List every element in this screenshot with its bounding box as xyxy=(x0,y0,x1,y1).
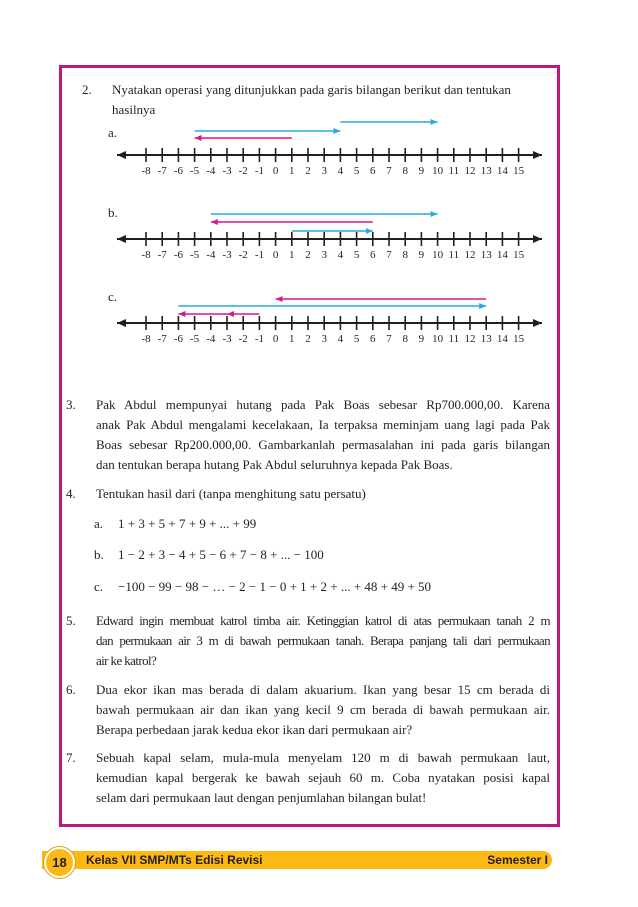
tick-label: 9 xyxy=(418,165,425,177)
tick-label: 2 xyxy=(305,165,311,177)
tick-label: 8 xyxy=(402,333,408,345)
tick-label: -7 xyxy=(157,165,167,177)
number-lines xyxy=(0,0,638,380)
tick-label: 14 xyxy=(496,249,508,261)
tick-label: -8 xyxy=(141,249,151,261)
tick-label: 9 xyxy=(418,249,425,261)
question-number: 3. xyxy=(66,397,76,412)
tick-label: -7 xyxy=(157,249,167,261)
question-4 xyxy=(66,484,550,504)
tick-label: 0 xyxy=(272,165,279,177)
tick-label: 9 xyxy=(418,333,425,345)
question-text: Sebuah kapal selam, mula-mula menyelam 120 m di bawah permukaan laut, kemudian kapal bergerak ke bawah sejauh 60 m. Coba nyatakan posisi kapal selam dari permukaan laut dengan penjumlahan bilangan bulat! xyxy=(96,750,550,805)
tick-label: 10 xyxy=(432,165,444,177)
tick-label: 12 xyxy=(464,249,476,261)
semester-label: Semester I xyxy=(487,853,548,867)
tick-label: 1 xyxy=(289,165,295,177)
question-number: 2. xyxy=(82,82,92,97)
tick-label: -4 xyxy=(206,249,216,261)
tick-label: 8 xyxy=(402,165,408,177)
tick-label: -1 xyxy=(254,249,264,261)
tick-label: 11 xyxy=(448,165,460,177)
tick-label: 6 xyxy=(370,249,376,261)
tick-label: 5 xyxy=(353,333,360,345)
tick-label: 10 xyxy=(432,249,444,261)
tick-label: 13 xyxy=(480,249,492,261)
tick-label: 12 xyxy=(464,165,476,177)
tick-label: 4 xyxy=(337,165,344,177)
part-c-label: c. xyxy=(108,289,118,304)
question-number: 4. xyxy=(66,486,76,501)
question-6 xyxy=(66,680,550,742)
question-7 xyxy=(66,748,550,810)
question-text: Pak Abdul mempunyai hutang pada Pak Boas sebesar Rp700.000,00. Karena anak Pak Abdul mengalami kecelakaan, Ia terpaksa meminjam uang lagi pada Pak Boas sebesar Rp200.000,00. Gambarkanlah permasalahan ini pada garis bilangan dan tentukan berapa hutang Pak Abdul seluruhnya kepada Pak Boas. xyxy=(96,397,550,472)
tick-label: 15 xyxy=(513,249,525,261)
tick-label: 1 xyxy=(289,249,295,261)
tick-label: 7 xyxy=(386,249,392,261)
tick-label: 4 xyxy=(337,333,344,345)
tick-label: 7 xyxy=(386,333,392,345)
book-title: Kelas VII SMP/MTs Edisi Revisi xyxy=(86,853,263,867)
tick-label: -5 xyxy=(190,249,200,261)
question-3 xyxy=(66,395,550,477)
tick-label: 6 xyxy=(370,333,376,345)
tick-label: 5 xyxy=(353,165,360,177)
tick-label: -3 xyxy=(222,333,232,345)
tick-label: -5 xyxy=(190,165,200,177)
tick-label: 11 xyxy=(448,333,460,345)
list-item: a. 1 + 3 + 5 + 7 + 9 + ... + 99 xyxy=(94,516,257,531)
question-text: Edward ingin membuat katrol timba air. Ketinggian katrol di atas permukaan tanah 2 m dan permukaan air 3 m di bawah permukaan tanah. Berapa panjang tali dari permukaan air ke katrol? xyxy=(96,613,550,668)
question-number: 6. xyxy=(66,682,76,697)
list-item: c. −100 − 99 − 98 − … − 2 − 1 − 0 + 1 + 2 + ... + 48 + 49 + 50 xyxy=(94,579,432,594)
tick-label: 14 xyxy=(496,333,508,345)
tick-label: -3 xyxy=(222,165,232,177)
tick-label: 2 xyxy=(305,249,311,261)
tick-label: -8 xyxy=(141,333,151,345)
list-item: b. 1 − 2 + 3 − 4 + 5 − 6 + 7 − 8 + ... − 100 xyxy=(94,547,324,562)
tick-label: 15 xyxy=(513,165,525,177)
tick-label: 13 xyxy=(480,333,492,345)
tick-label: 8 xyxy=(402,249,408,261)
tick-label: 3 xyxy=(321,249,327,261)
question-number: 7. xyxy=(66,750,76,765)
tick-label: -6 xyxy=(173,165,183,177)
tick-label: -5 xyxy=(190,333,200,345)
tick-label: -2 xyxy=(238,333,248,345)
tick-label: -2 xyxy=(238,165,248,177)
tick-label: 4 xyxy=(337,249,344,261)
tick-label: 6 xyxy=(370,165,376,177)
tick-label: -2 xyxy=(238,249,248,261)
page-number: 18 xyxy=(44,847,75,878)
tick-label: -1 xyxy=(254,165,264,177)
tick-label: 0 xyxy=(272,333,279,345)
tick-label: 10 xyxy=(432,333,444,345)
tick-label: 12 xyxy=(464,333,476,345)
tick-label: 1 xyxy=(289,333,295,345)
question-5 xyxy=(66,611,550,673)
part-b-label: b. xyxy=(108,205,118,220)
tick-label: -6 xyxy=(173,249,183,261)
part-a-label: a. xyxy=(108,125,118,140)
tick-label: -1 xyxy=(254,333,264,345)
tick-label: -7 xyxy=(157,333,167,345)
tick-label: 3 xyxy=(321,165,327,177)
tick-label: 7 xyxy=(386,165,392,177)
tick-label: 14 xyxy=(496,165,508,177)
question-number: 5. xyxy=(66,613,76,628)
tick-label: 0 xyxy=(272,249,279,261)
tick-label: 15 xyxy=(513,333,525,345)
tick-label: 13 xyxy=(480,165,492,177)
question-text: Nyatakan operasi yang ditunjukkan pada garis bilangan berikut dan tentukan hasilnya xyxy=(112,82,511,117)
tick-label: 11 xyxy=(448,249,460,261)
question-text: Dua ekor ikan mas berada di dalam akuarium. Ikan yang besar 15 cm berada di bawah permukaan air dan ikan yang kecil 9 cm berada di bawah permukaan air. Berapa perbedaan jarak kedua ekor ikan dari permukaan air? xyxy=(96,682,550,737)
tick-label: -4 xyxy=(206,165,216,177)
question-text: Tentukan hasil dari (tanpa menghitung satu persatu) xyxy=(96,486,366,501)
tick-label: 5 xyxy=(353,249,360,261)
tick-label: -4 xyxy=(206,333,216,345)
tick-label: -3 xyxy=(222,249,232,261)
tick-label: -6 xyxy=(173,333,183,345)
tick-label: -8 xyxy=(141,165,151,177)
tick-label: 2 xyxy=(305,333,311,345)
tick-label: 3 xyxy=(321,333,327,345)
